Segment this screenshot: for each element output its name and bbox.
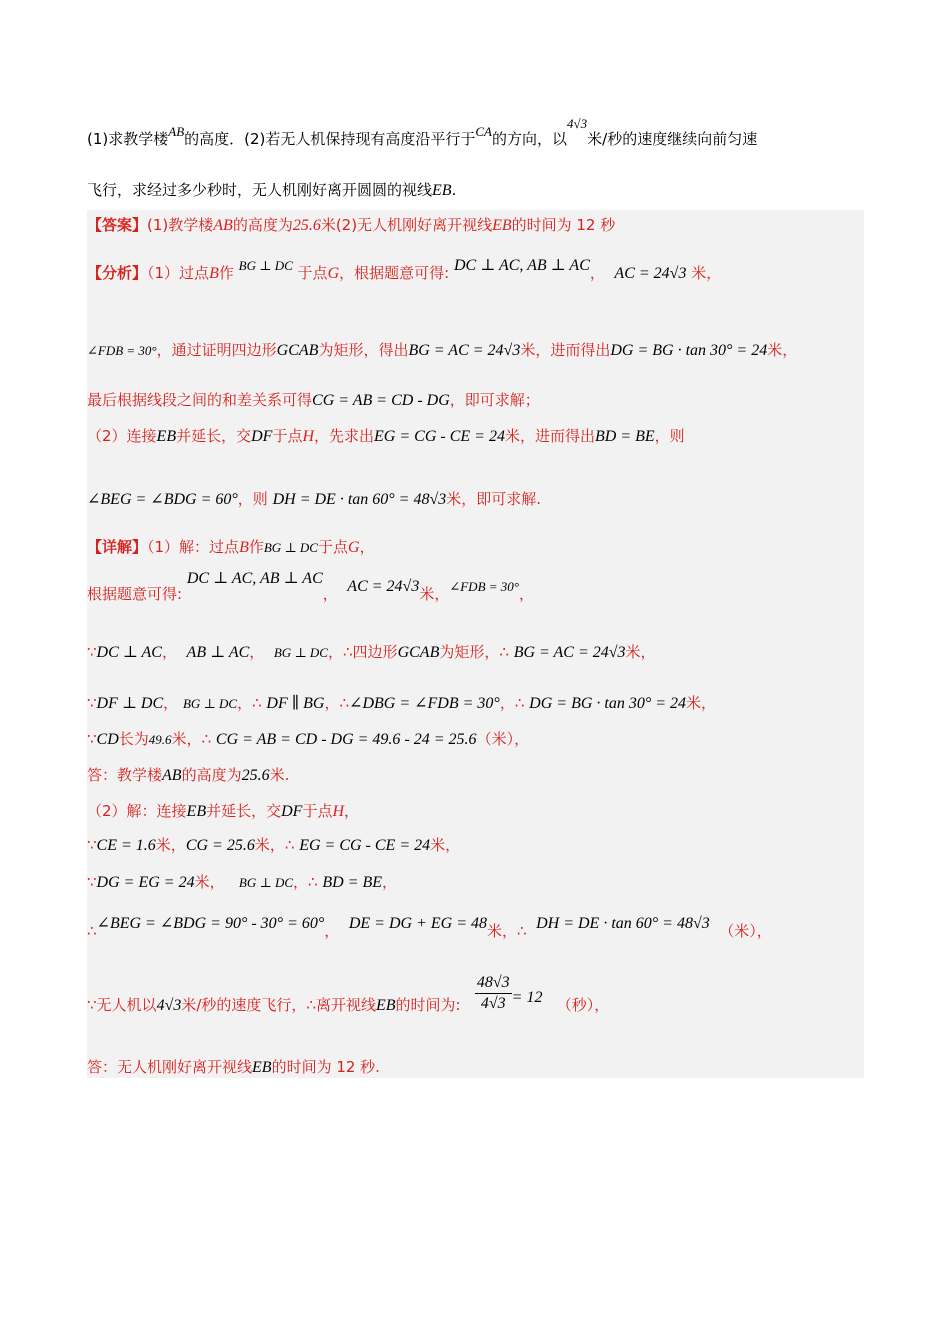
math: EG = CG - CE = 24: [299, 837, 431, 854]
text: ，根据题意可得:: [339, 264, 450, 282]
therefore-symbol: ∴: [252, 694, 262, 712]
math-ca: CA: [475, 124, 493, 139]
math: BG ⊥ DC: [263, 540, 318, 555]
math: AB: [162, 767, 182, 784]
math: EB: [375, 997, 396, 1014]
text: 最后根据线段之间的和差关系可得: [87, 391, 313, 409]
math: 25.6: [241, 767, 270, 784]
math: BG = AC = 24√3: [513, 644, 626, 661]
math: ∠FDB = 30°: [87, 343, 157, 358]
math-eb: EB: [432, 182, 452, 199]
text: 于点: [272, 427, 303, 445]
therefore-symbol: ∴: [514, 694, 525, 712]
text: ，: [324, 694, 340, 712]
math: BG ⊥ DC: [182, 696, 238, 711]
question-text: 米/秒的速度继续向前匀速: [587, 130, 758, 148]
question-text: 的高度．(2)若无人机保持现有高度沿平行于: [184, 130, 476, 148]
text: ，: [237, 694, 253, 712]
text: ，: [327, 643, 343, 661]
detail-line-11: [87, 974, 610, 1026]
text: ，则: [654, 427, 685, 445]
math: AB ⊥ AC: [186, 644, 250, 661]
because-symbol: ∵: [87, 996, 97, 1014]
math: DH = DE · tan 60° = 48√3: [272, 491, 447, 508]
therefore-symbol: ∴: [87, 922, 97, 940]
math: BG ⊥ DC: [238, 258, 293, 273]
text: （1）解：过点: [147, 538, 240, 556]
math: DG = BG · tan 30° = 24: [529, 695, 687, 712]
detail-line-5: [87, 729, 529, 750]
text: 四边形: [352, 643, 398, 661]
detail-line-6: [87, 765, 289, 786]
detail-line-7: [87, 801, 359, 822]
math: DF ⊥ DC: [96, 695, 164, 712]
math: H: [332, 803, 345, 820]
therefore-symbol: ∴: [343, 643, 353, 661]
detail-line-3: [87, 642, 656, 663]
math: BG = AC = 24√3: [408, 342, 521, 359]
text: 的时间为 12 秒.: [271, 1058, 380, 1076]
answer-text: 的时间为 12 秒: [511, 216, 616, 234]
text: 米，: [486, 922, 517, 940]
math: = 12: [511, 989, 543, 1006]
math: B: [239, 539, 249, 556]
text: （秒），: [556, 996, 610, 1014]
text: 为矩形，得出: [318, 341, 409, 359]
math: EB: [492, 217, 512, 234]
text: 米.: [269, 766, 290, 784]
math: 49.6: [148, 732, 172, 747]
question-text: .: [451, 181, 457, 199]
text: 作: [218, 264, 234, 282]
math: CG = AB = CD - DG = 49.6 - 24 = 25.6: [215, 731, 477, 748]
text: （2）连接: [87, 427, 157, 445]
math: DC ⊥ AC, AB ⊥ AC: [186, 570, 323, 587]
text: （米），: [719, 922, 772, 940]
text: 并延长，交: [176, 427, 252, 445]
because-symbol: ∵: [87, 873, 97, 891]
text: ，: [324, 922, 340, 940]
math: 25.6: [292, 217, 321, 234]
text: ，: [293, 873, 309, 891]
math: CG = AB = CD - DG: [312, 392, 450, 409]
math: EG = CG - CE = 24: [374, 428, 505, 445]
analysis-tag: 【分析】: [87, 264, 148, 282]
text: ，: [518, 585, 534, 603]
text: ，: [249, 643, 265, 661]
text: ，: [382, 873, 398, 891]
math-speed: 4√3: [567, 116, 588, 131]
question-text: 飞行，求经过多少秒时，无人机刚好离开圆圆的视线: [87, 181, 433, 199]
math: DF: [281, 803, 303, 820]
text: 无人机以: [96, 996, 157, 1014]
text: 于点: [297, 264, 328, 282]
text: （米），: [476, 730, 530, 748]
because-symbol: ∵: [87, 694, 97, 712]
math: CD: [96, 731, 119, 748]
math: EB: [186, 803, 207, 820]
answer-line: [87, 215, 615, 236]
analysis-line-4: [87, 426, 685, 447]
math: BD = BE: [322, 874, 383, 891]
text: 根据题意可得:: [87, 585, 183, 603]
text: 米，: [691, 264, 722, 282]
detail-line-1: [87, 537, 375, 558]
text: 答：教学楼: [87, 766, 163, 784]
math: AC = 24√3: [347, 578, 420, 595]
text: 米，: [155, 836, 186, 854]
text: ，先求出: [314, 427, 375, 445]
question-text: (1)求教学楼: [87, 130, 169, 148]
detail-line-4: [87, 693, 716, 714]
text: ，: [163, 694, 179, 712]
math: AC = 24√3: [614, 265, 687, 282]
math: ∠BEG = ∠BDG = 60°: [87, 491, 238, 508]
fraction: [475, 973, 512, 1014]
text: 米，即可求解.: [446, 490, 542, 508]
detail-tag: 【详解】: [87, 538, 148, 556]
text: 的高度为: [181, 766, 242, 784]
answer-text: (1)教学楼: [147, 216, 214, 234]
text: 米，: [430, 836, 461, 854]
detail-line-8: [87, 835, 460, 856]
math-ab: AB: [168, 124, 185, 139]
detail-line-12: [87, 1057, 380, 1078]
therefore-symbol: ∴: [499, 643, 509, 661]
therefore-symbol: ∴: [339, 694, 350, 712]
text: 米，: [194, 873, 225, 891]
question-text: 的方向，以: [492, 130, 568, 148]
text: 米，: [625, 643, 656, 661]
math: DC ⊥ AC, AB ⊥ AC: [453, 257, 590, 274]
text: ，: [344, 802, 360, 820]
text: ，则: [237, 490, 268, 508]
detail-line-10: [87, 915, 772, 942]
because-symbol: ∵: [87, 643, 97, 661]
math: GCAB: [276, 342, 319, 359]
text: 米/秒的速度飞行，: [181, 996, 307, 1014]
text: 答：无人机刚好离开视线: [87, 1058, 253, 1076]
math: AB: [213, 217, 233, 234]
math: 4√3: [156, 997, 182, 1014]
analysis-line-1: [87, 257, 722, 284]
text: 作: [248, 538, 264, 556]
text: 于点: [317, 538, 348, 556]
question-line-2: [87, 180, 456, 201]
answer-tag: 【答案】: [87, 216, 148, 234]
therefore-symbol: ∴: [308, 873, 318, 891]
math: CG = 25.6: [185, 837, 255, 854]
text: 离开视线: [315, 996, 376, 1014]
detail-line-9: [87, 872, 397, 893]
text: 为矩形，: [439, 643, 500, 661]
math: B: [209, 265, 219, 282]
text: ，: [499, 694, 515, 712]
math: ∠FDB = 30°: [449, 579, 519, 594]
math: BG ⊥ DC: [238, 875, 294, 890]
text: 米，进而得出: [520, 341, 611, 359]
analysis-line-3: [87, 390, 540, 411]
text: ，即可求解；: [449, 391, 540, 409]
therefore-symbol: ∴: [284, 836, 295, 854]
answer-text: 米(2)无人机刚好离开视线: [320, 216, 493, 234]
math: G: [327, 265, 340, 282]
text: 米，: [171, 730, 202, 748]
math: DG = EG = 24: [96, 874, 195, 891]
analysis-line-5: [87, 489, 541, 510]
math: BD = BE: [594, 428, 655, 445]
text: 米，: [254, 836, 285, 854]
math: EB: [252, 1059, 272, 1076]
math: DC ⊥ AC: [96, 644, 162, 661]
math: DG = BG · tan 30° = 24: [610, 342, 768, 359]
text: ，通过证明四边形: [156, 341, 277, 359]
text: 于点: [302, 802, 333, 820]
detail-line-2: [87, 570, 534, 605]
text: ，: [161, 643, 177, 661]
text: 米，: [419, 585, 450, 603]
text: 米，: [767, 341, 798, 359]
therefore-symbol: ∴: [306, 996, 316, 1014]
math: DF ∥ BG: [266, 695, 325, 712]
math: G: [348, 539, 360, 556]
math: ∠BEG = ∠BDG = 90° - 30° = 60°: [96, 915, 325, 932]
because-symbol: ∵: [87, 836, 97, 854]
math: BG ⊥ DC: [273, 645, 328, 660]
math: GCAB: [397, 644, 440, 661]
text: （2）解：连接: [87, 802, 187, 820]
text: 并延长，交: [206, 802, 282, 820]
math: H: [302, 428, 315, 445]
math: DH = DE · tan 60° = 48√3: [536, 915, 710, 932]
because-symbol: ∵: [87, 730, 97, 748]
analysis-line-2: [87, 340, 797, 361]
question-line-1: [87, 116, 758, 150]
text: ，: [589, 264, 605, 282]
text: 的时间为:: [395, 996, 461, 1014]
text: 米，进而得出: [504, 427, 595, 445]
text: 长为: [118, 730, 149, 748]
therefore-symbol: ∴: [201, 730, 212, 748]
text: （1）过点: [147, 264, 210, 282]
therefore-symbol: ∴: [517, 922, 527, 940]
math: ∠DBG = ∠FDB = 30°: [349, 695, 500, 712]
fraction-numerator: 48√3: [475, 973, 512, 994]
text: ，: [359, 538, 375, 556]
math: EB: [156, 428, 177, 445]
answer-text: 的高度为: [232, 216, 293, 234]
math: DF: [251, 428, 273, 445]
math: DE = DG + EG = 48: [348, 915, 487, 932]
fraction-denominator: 4√3: [480, 995, 506, 1012]
text: 米，: [686, 694, 717, 712]
text: ，: [322, 585, 338, 603]
math: CE = 1.6: [96, 837, 156, 854]
